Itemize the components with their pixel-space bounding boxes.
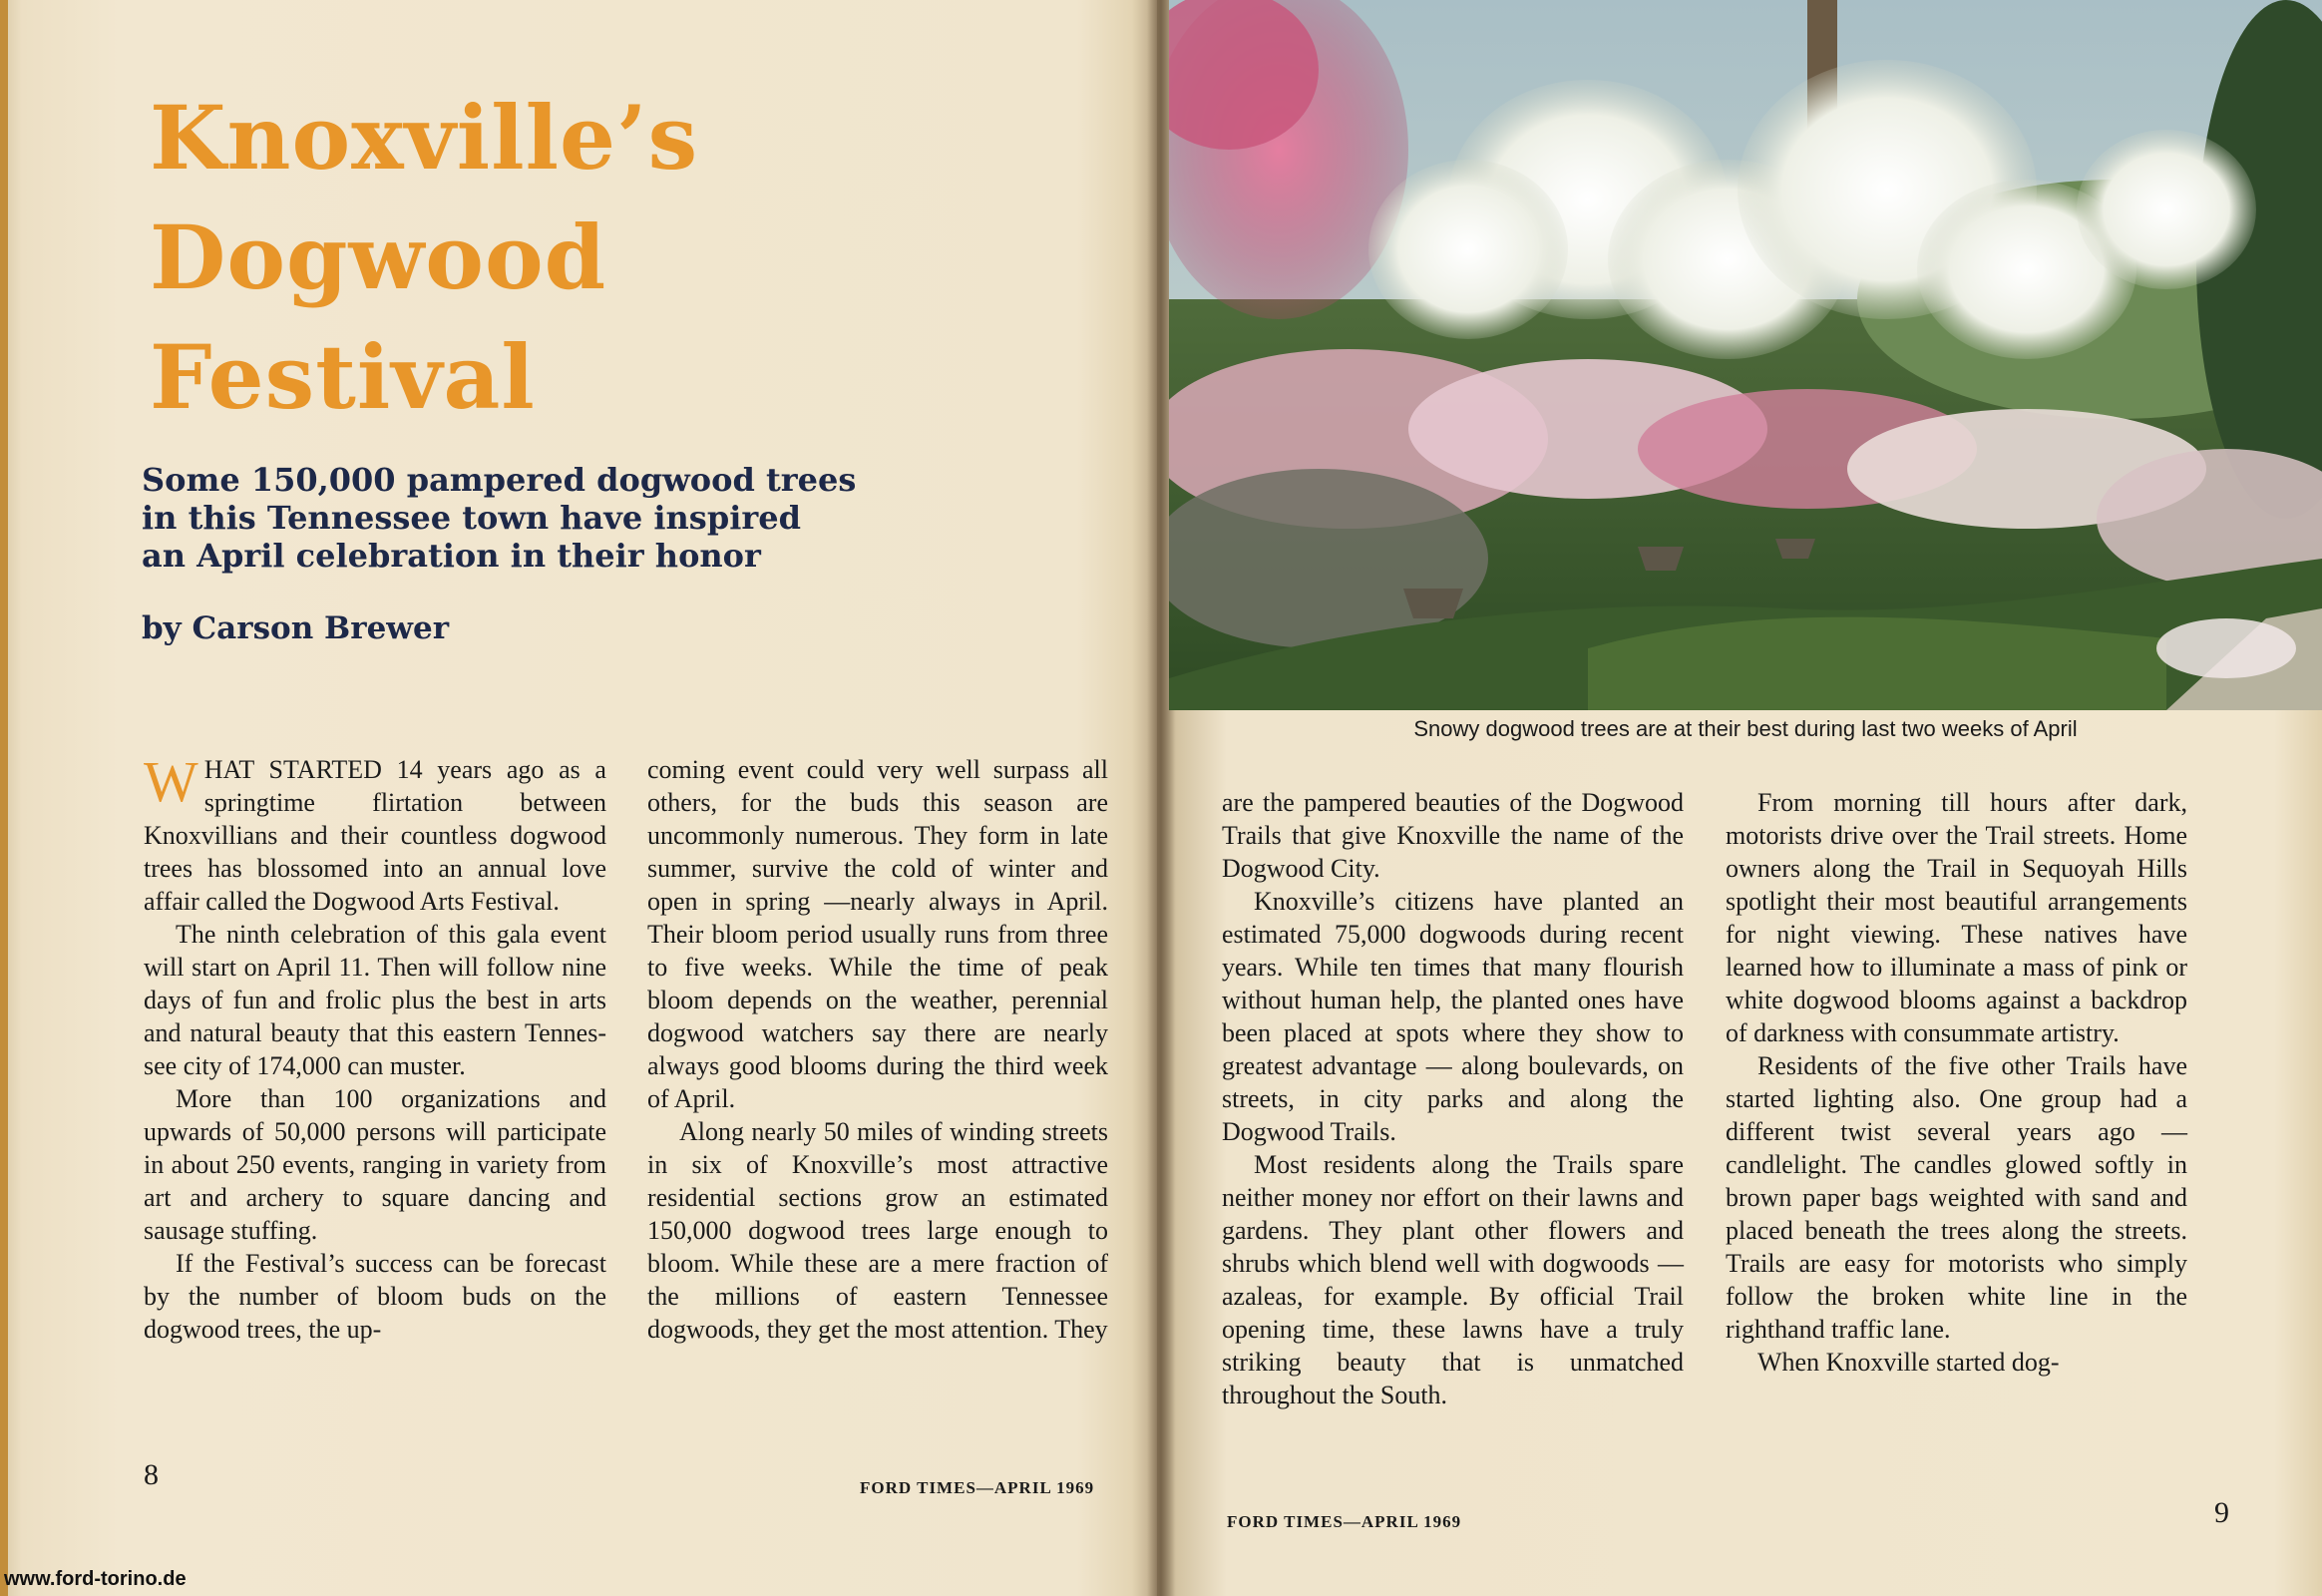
paragraph: If the Festival’s success can be forecast by the number of bloom buds on the dogwood trees, the up-: [144, 1249, 606, 1344]
paragraph: are the pampered beauties of the Dogwood Trails that give Knoxville the name of the Dogwood City.: [1222, 788, 1684, 883]
paragraph: Knoxville’s citizens have planted an estimated 75,000 dogwoods during recent years. While ten times that many flourish without human help, the planted ones have been placed at spots where they show to greatest advantage — along boulevards, on streets, in city parks and along the Dogwood Trails.: [1222, 887, 1684, 1146]
paragraph: When Knoxville started dog-: [1757, 1348, 2060, 1377]
paragraph-text: 14 years ago as a springtime flirtation between Knoxvillians and their countless dogwood trees has blossomed into an annual love affair called the Dogwood Arts Festival.: [144, 755, 606, 916]
paragraph: Along nearly 50 miles of winding streets in six of Knoxville’s most attractive residential sections grow an estimated 150,000 dogwood trees large enough to bloom. While these are a mere fraction of the millions of eastern Tennessee dogwoods, they get the most attention. They: [647, 1117, 1108, 1344]
dogwood-photo: [1169, 0, 2322, 710]
left-page: [0, 0, 1157, 1596]
title-line-1: Knoxville’s: [150, 86, 699, 190]
cover-edge: [0, 0, 8, 1596]
paragraph: Residents of the five other Trails have started lighting also. One group had a different twist several years ago — candlelight. The candles glowed softly in brown paper bags weighted with sand and placed beneath the trees along the streets. Trails are easy for motorists who simply follow the broken white line in the righthand traffic lane.: [1726, 1051, 2187, 1344]
subtitle-line-2: in this Tennessee town have inspired: [142, 499, 801, 537]
paragraph: More than 100 organizations and upwards of 50,000 persons will participate in about 250 events, ranging in variety from art and archery to square dancing and sausage stuffing.: [144, 1084, 606, 1245]
lead-in: HAT STARTED: [203, 755, 382, 784]
subtitle-line-1: Some 150,000 pampered dogwood trees: [142, 461, 857, 499]
page-number-left: 8: [144, 1458, 159, 1491]
running-foot-left: FORD TIMES—APRIL 1969: [860, 1478, 1095, 1497]
title-line-2: Dogwood: [150, 205, 607, 309]
paragraph: Most residents along the Trails spare neither money nor effort on their lawns and gardens. They plant other flowers and shrubs which blend well with dogwoods — azaleas, for example. By official Trail opening time, these lawns have a truly striking beauty that is unmatched throughout the South.: [1222, 1150, 1684, 1409]
drop-cap: W: [144, 749, 198, 814]
byline: by Carson Brewer: [142, 610, 450, 646]
article-title: [150, 78, 698, 437]
subtitle-line-3: an April celebration in their honor: [142, 537, 761, 575]
left-column-2: [647, 753, 1108, 1346]
dogwood-garden-image: [1169, 0, 2322, 710]
left-column-1: [144, 749, 606, 1346]
page-number-right: 9: [2214, 1496, 2229, 1529]
title-line-3: Festival: [150, 325, 536, 429]
running-foot-right: FORD TIMES—APRIL 1969: [1227, 1512, 1462, 1531]
article-subtitle: [142, 461, 1039, 575]
paragraph: From morning till hours after dark, motorists drive over the Trail streets. Home owners along the Trail in Sequoyah Hills spotlight their most beautiful arrangements for night viewing. These natives have learned how to illuminate a mass of pink or white dogwood blooms against a backdrop of darkness with consummate artistry.: [1726, 788, 2187, 1047]
photo-caption: Snowy dogwood trees are at their best during last two weeks of April: [1413, 716, 2078, 741]
right-column-2: [1726, 786, 2187, 1379]
right-column-1: [1222, 786, 1684, 1411]
paragraph: [144, 749, 606, 918]
watermark: www.ford-torino.de: [4, 1568, 187, 1590]
paragraph: coming event could very well surpass all others, for the buds this season are uncommonly numerous. They form in late summer, survive the cold of winter and open in spring —nearly always in April. Their bloom period usually runs from three to five weeks. While the time of peak bloom depends on the weather, perennial dogwood watchers say there are nearly always good blooms during the third week of April.: [647, 755, 1108, 1113]
paragraph: The ninth celebration of this gala event will start on April 11. Then will follow nine days of fun and frolic plus the best in arts and natural beauty that this eastern Tennessee city of 174,000 can muster.: [144, 920, 606, 1080]
